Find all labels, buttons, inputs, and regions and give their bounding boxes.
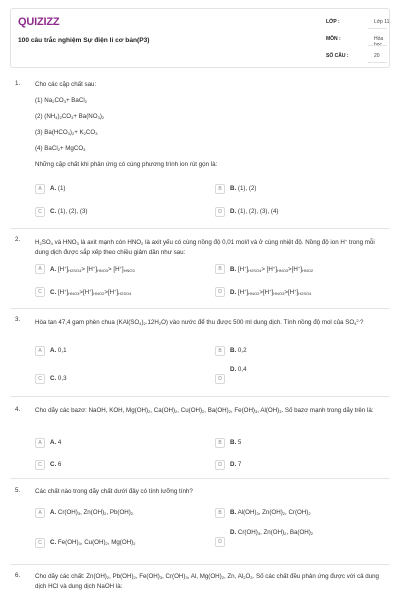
- option-letter-box: B: [215, 346, 225, 356]
- question-number: 2.: [15, 236, 21, 243]
- option-letter-box: B: [215, 184, 225, 194]
- question-number: 5.: [15, 487, 21, 494]
- option-letter-box: C: [35, 207, 45, 217]
- question-line: (4) BaCl$_2$+ MgCO$_3$: [35, 145, 86, 152]
- option-letter-box: D: [215, 207, 225, 217]
- question-text: Các chất nào trong dãy chất dưới đây có tính lưỡng tính?: [35, 488, 193, 495]
- question-text: $H_2SO_4$ và $HNO_3$ là axit mạnh còn $HNO_2$ là axit yếu có cùng nồng độ 0,01 mol/l và ở cùng nhiệt độ. Nồng độ ion H+ trong mỗi dung dịch được sắp xếp theo chiều giảm dần như sau:: [35, 238, 375, 256]
- option-letter-box: B: [215, 264, 225, 274]
- option-text: D. 0,4: [230, 366, 247, 373]
- divider: [10, 564, 390, 565]
- option-text: A. 0,1: [50, 347, 67, 354]
- worksheet-header: [10, 8, 390, 68]
- question-number: 4.: [15, 406, 21, 413]
- question-text: Cho các cặp chất sau:: [35, 81, 97, 88]
- quizizz-logo: QUIZIZZ: [18, 16, 60, 28]
- divider: [368, 45, 387, 46]
- option-c[interactable]: [35, 206, 203, 219]
- option-letter-box: A: [35, 184, 45, 194]
- option-text: C. (1), (2), (3): [50, 208, 88, 215]
- question-number: 1.: [15, 80, 21, 87]
- option-b[interactable]: [215, 183, 383, 196]
- option-letter-box: C: [35, 374, 45, 384]
- page-title: 100 câu trắc nghiệm Sự điện li cơ bản(P3): [18, 37, 150, 44]
- meta-subject: [326, 32, 391, 46]
- question-5: [15, 487, 390, 557]
- option-text: B. $Al(OH)_3$, $Zn(OH)_2$, $Cr(OH)_2$: [230, 509, 311, 516]
- option-letter-box: C: [35, 538, 45, 548]
- option-letter-box: A: [35, 508, 45, 518]
- option-text: D. (1), (2), (3), (4): [230, 208, 279, 215]
- option-text: C. $Fe(OH)_3$, $Cu(OH)_2$, $Mg(OH)_2$: [50, 539, 136, 546]
- question-text: Cho dãy các bazơ: NaOH, KOH, $Mg(OH)_2$, $Ca(OH)_2$, $Cu(OH)_2$, $Ba(OH)_2$, $Fe(OH)_3$, $Al(OH)_3$. Số bazơ mạnh trong dãy trên là:: [35, 407, 374, 414]
- option-b[interactable]: [215, 345, 383, 358]
- question-2: [15, 236, 390, 306]
- question-line: (1) $Na_2CO_3+$ BaCl$_2$: [35, 97, 87, 104]
- option-text: B. 5: [230, 439, 242, 446]
- meta-value: 20: [374, 53, 380, 59]
- option-d[interactable]: [215, 206, 383, 219]
- option-text: D. $Cr(OH)_3$, $Zn(OH)_2$, $Ba(OH)_2$: [230, 529, 314, 536]
- option-d[interactable]: [215, 364, 383, 382]
- option-letter-box: D: [215, 287, 225, 297]
- option-c[interactable]: [35, 286, 203, 299]
- divider: [10, 308, 390, 309]
- divider: [368, 62, 387, 63]
- question-text: Hòa tan 47,4 gam phèn chua $(KAl(SO_4)_2.12H_2O)$ vào nước để thu được 500 ml dung dịch. Tính nồng độ mol của $SO_4^{2-}$?: [35, 318, 364, 326]
- option-a[interactable]: [35, 345, 203, 358]
- option-a[interactable]: [35, 183, 203, 196]
- option-c[interactable]: [35, 537, 203, 550]
- divider: [368, 28, 387, 29]
- meta-value: Hóa: [374, 36, 384, 42]
- meta-key: SỐ CÂU :: [326, 53, 349, 59]
- option-letter-box: C: [35, 287, 45, 297]
- question-text: Cho dãy các chất: $Zn(OH)_2$, $Pb(OH)_2$, $Fe(OH)_3$, $Cr(OH)_3$, Al, $Mg(OH)_2$, Zn, $Al_2O_3$. Số các chất đều phản ứng được với cả dung dịch HCl và dung dịch NaOH là:: [35, 573, 379, 590]
- option-c[interactable]: [35, 459, 203, 472]
- option-text: D. 7: [230, 461, 242, 468]
- option-d[interactable]: [215, 527, 383, 545]
- option-letter-box: D: [215, 460, 225, 470]
- option-d[interactable]: [215, 286, 383, 299]
- option-b[interactable]: [215, 437, 383, 450]
- option-text: A. $Cr(OH)_3$, $Zn(OH)_2$, $Pb(OH)_2$: [50, 509, 134, 516]
- option-letter-box: A: [35, 264, 45, 274]
- option-text: B. $[H^+]_{H2SO4}> [H^+]_{HNO3}>[H^+]_{HNO2}$: [230, 265, 314, 273]
- option-a[interactable]: [35, 507, 203, 520]
- option-letter-box: C: [35, 460, 45, 470]
- option-text: A. 4: [50, 439, 62, 446]
- option-letter-box: D: [215, 374, 225, 384]
- divider: [10, 478, 390, 479]
- question-number: 6.: [15, 572, 21, 579]
- question-line: Những cặp chất khi phản ứng có cùng phương trình ion rút gọn là:: [35, 161, 218, 168]
- question-4: [15, 406, 390, 476]
- question-6: [15, 572, 390, 597]
- option-text: C. 6: [50, 461, 62, 468]
- question-line: (3) $Ba(HCO_3)_2+ K_2CO_3$: [35, 129, 98, 136]
- divider: [10, 396, 390, 397]
- option-text: C. $[H^+]_{HNO3}>[H^+]_{HNO2}>[H^+]_{H2SO4}$: [50, 288, 132, 296]
- question-3: [15, 316, 390, 391]
- option-text: D. $[H^+]_{HNO2}>[H^+]_{HNO3}>[H^+]_{H2SO4}$: [230, 288, 312, 296]
- option-a[interactable]: [35, 437, 203, 450]
- option-d[interactable]: [215, 459, 383, 472]
- option-text: B. (1), (2): [230, 185, 257, 192]
- meta-value: Lớp 11: [374, 19, 390, 25]
- question-line: (2) $(NH_4)_2CO_3+ Ba(NO_3)_2$: [35, 113, 105, 120]
- option-letter-box: B: [215, 438, 225, 448]
- option-text: C. 0,3: [50, 375, 67, 382]
- option-b[interactable]: [215, 263, 383, 276]
- option-letter-box: D: [215, 537, 225, 547]
- meta-class: [326, 15, 391, 29]
- meta-count: [326, 49, 391, 63]
- option-letter-box: B: [215, 508, 225, 518]
- option-letter-box: A: [35, 438, 45, 448]
- option-b[interactable]: [215, 507, 383, 520]
- question-number: 3.: [15, 316, 21, 323]
- meta-key: MÔN :: [326, 36, 341, 42]
- divider: [10, 228, 390, 229]
- option-letter-box: A: [35, 346, 45, 356]
- option-text: B. 0,2: [230, 347, 247, 354]
- meta-key: LỚP :: [326, 19, 340, 25]
- option-a[interactable]: [35, 263, 203, 276]
- option-text: A. (1): [50, 185, 66, 192]
- option-c[interactable]: [35, 373, 203, 386]
- option-text: A. $[H^+]_{H2SO4}> [H^+]_{HNO3}> [H^+]_{HNO3}$: [50, 265, 135, 273]
- question-1: [15, 80, 390, 225]
